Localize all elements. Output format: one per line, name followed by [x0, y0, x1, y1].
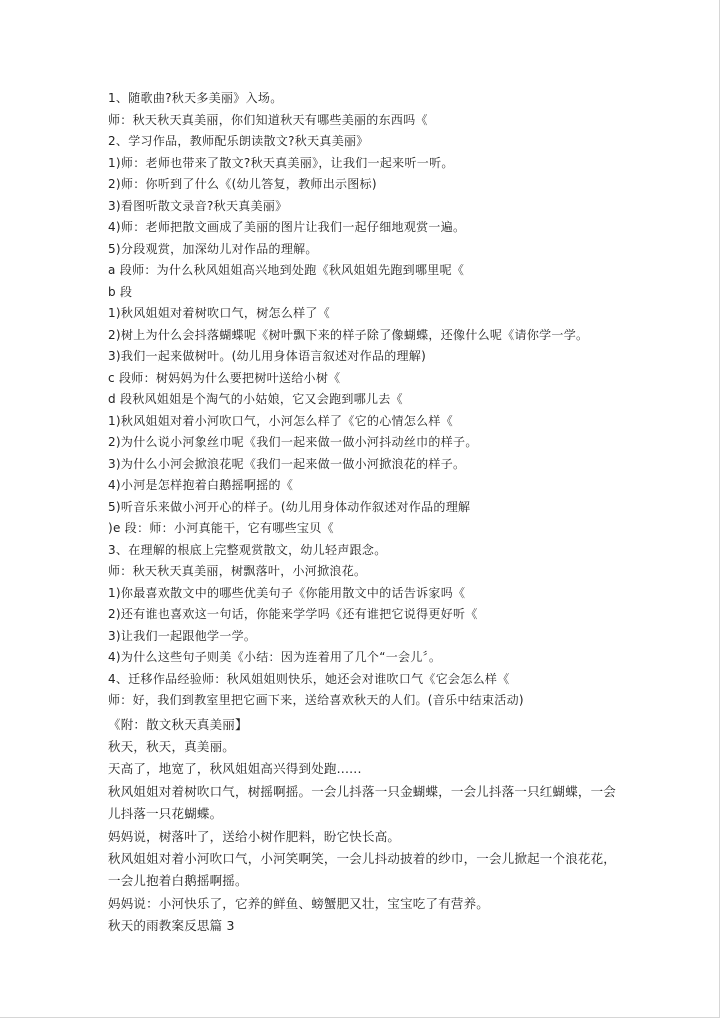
- text-line: 5)听音乐来做小河开心的样子。(幼儿用身体动作叙述对作品的理解: [108, 499, 471, 514]
- text-line: 天高了，地宽了，秋风姐姐高兴得到处跑......: [108, 761, 362, 777]
- text-paragraph: 秋风姐姐对着小河吹口气，小河笑啊笑，一会儿抖动披着的纱巾，一会儿掀起一个浪花花，一会儿抱着白鹅摇啊摇。: [108, 850, 617, 889]
- text-line: 4、迁移作品经验师：秋风姐姐则快乐，她还会对谁吹口气《它会怎么样《: [108, 671, 510, 686]
- text-line: 师：秋天秋天真美丽，树飘落叶，小河掀浪花。: [108, 564, 367, 578]
- text-line: 3)我们一起来做树叶。(幼儿用身体语言叙述对作品的理解): [108, 349, 427, 363]
- text-line: b 段: [108, 284, 133, 299]
- text-line: 1)秋风姐姐对着树吹口气，树怎么样了《: [108, 306, 331, 320]
- text-line: c 段师：树妈妈为什么要把树叶送给小树《: [108, 370, 341, 385]
- text-line: 师：秋天秋天真美丽，你们知道秋天有哪些美丽的东西吗《: [108, 112, 428, 127]
- text-line: d 段秋风姐姐是个淘气的小姑娘，它又会跑到哪儿去《: [108, 392, 403, 406]
- text-line: 4)师：老师把散文画成了美丽的图片让我们一起仔细地观赏一遍。: [108, 220, 466, 234]
- text-line: 1、随歌曲?秋天多美丽》入场。: [108, 91, 283, 105]
- text-line: )e 段：师：小河真能干，它有哪些宝贝《: [108, 521, 334, 535]
- text-line: 2)还有谁也喜欢这一句话，你能来学学吗《还有谁把它说得更好听《: [108, 607, 478, 621]
- text-line: 3)为什么小河会掀浪花呢《我们一起来做一做小河掀浪花的样子。: [108, 456, 466, 471]
- text-line: 4)为什么这些句子则美《小结：因为连着用了几个“一会儿〞。: [108, 650, 442, 664]
- text-line: 3)看图听散文录音?秋天真美丽》: [108, 198, 288, 213]
- text-line: 3、在理解的根底上完整观赏散文，幼儿轻声跟念。: [108, 542, 387, 557]
- text-line: 4)小河是怎样抱着白鹅摇啊摇的《: [108, 478, 294, 492]
- text-line: 2)师：你听到了什么《(幼儿答复，教师出示图标): [108, 177, 377, 191]
- text-line: 5)分段观赏，加深幼儿对作品的理解。: [108, 241, 318, 256]
- section-heading: 秋天的雨教案反思篇 3: [108, 918, 235, 934]
- text-line: 2、学习作品，教师配乐朗读散文?秋天真美丽》: [108, 134, 369, 148]
- text-line: 妈妈说：小河快乐了，它养的鲜鱼、螃蟹肥又壮，宝宝吃了有营养。: [108, 895, 490, 911]
- text-line: 1)师：老师也带来了散文?秋天真美丽》，让我们一起来听一听。: [108, 155, 454, 170]
- text-paragraph: 秋风姐姐对着树吹口气，树摇啊摇。一会儿抖落一只金蝴蝶，一会儿抖落一只红蝴蝶，一会儿抖落一只花蝴蝶。: [108, 783, 617, 822]
- text-line: 秋天，秋天，真美丽。: [108, 738, 236, 754]
- text-line: 1)你最喜欢散文中的哪些优美句子《你能用散文中的话告诉家吗《: [108, 585, 466, 600]
- text-line: 2)为什么说小河象丝巾呢《我们一起来做一做小河抖动丝巾的样子。: [108, 435, 478, 449]
- text-line: a 段师：为什么秋风姐姐高兴地到处跑《秋风姐姐先跑到哪里呢《: [108, 263, 465, 277]
- text-line: 2)树上为什么会抖落蝴蝶呢《树叶飘下来的样子除了像蝴蝶，还像什么呢《请你学一学。: [108, 327, 589, 342]
- text-line: 3)让我们一起跟他学一学。: [108, 628, 257, 643]
- text-line: 妈妈说，树落叶了，送给小树作肥料，盼它快长高。: [108, 828, 401, 844]
- text-line: 师：好，我们到教室里把它画下来，送给喜欢秋天的人们。(音乐中结束活动): [108, 693, 524, 707]
- text-line: 1)秋风姐姐对着小河吹口气，小河怎么样了《它的心情怎么样《: [108, 413, 454, 428]
- appendix-heading: 《附：散文秋天真美丽】: [108, 716, 248, 732]
- document-body: [108, 88, 618, 938]
